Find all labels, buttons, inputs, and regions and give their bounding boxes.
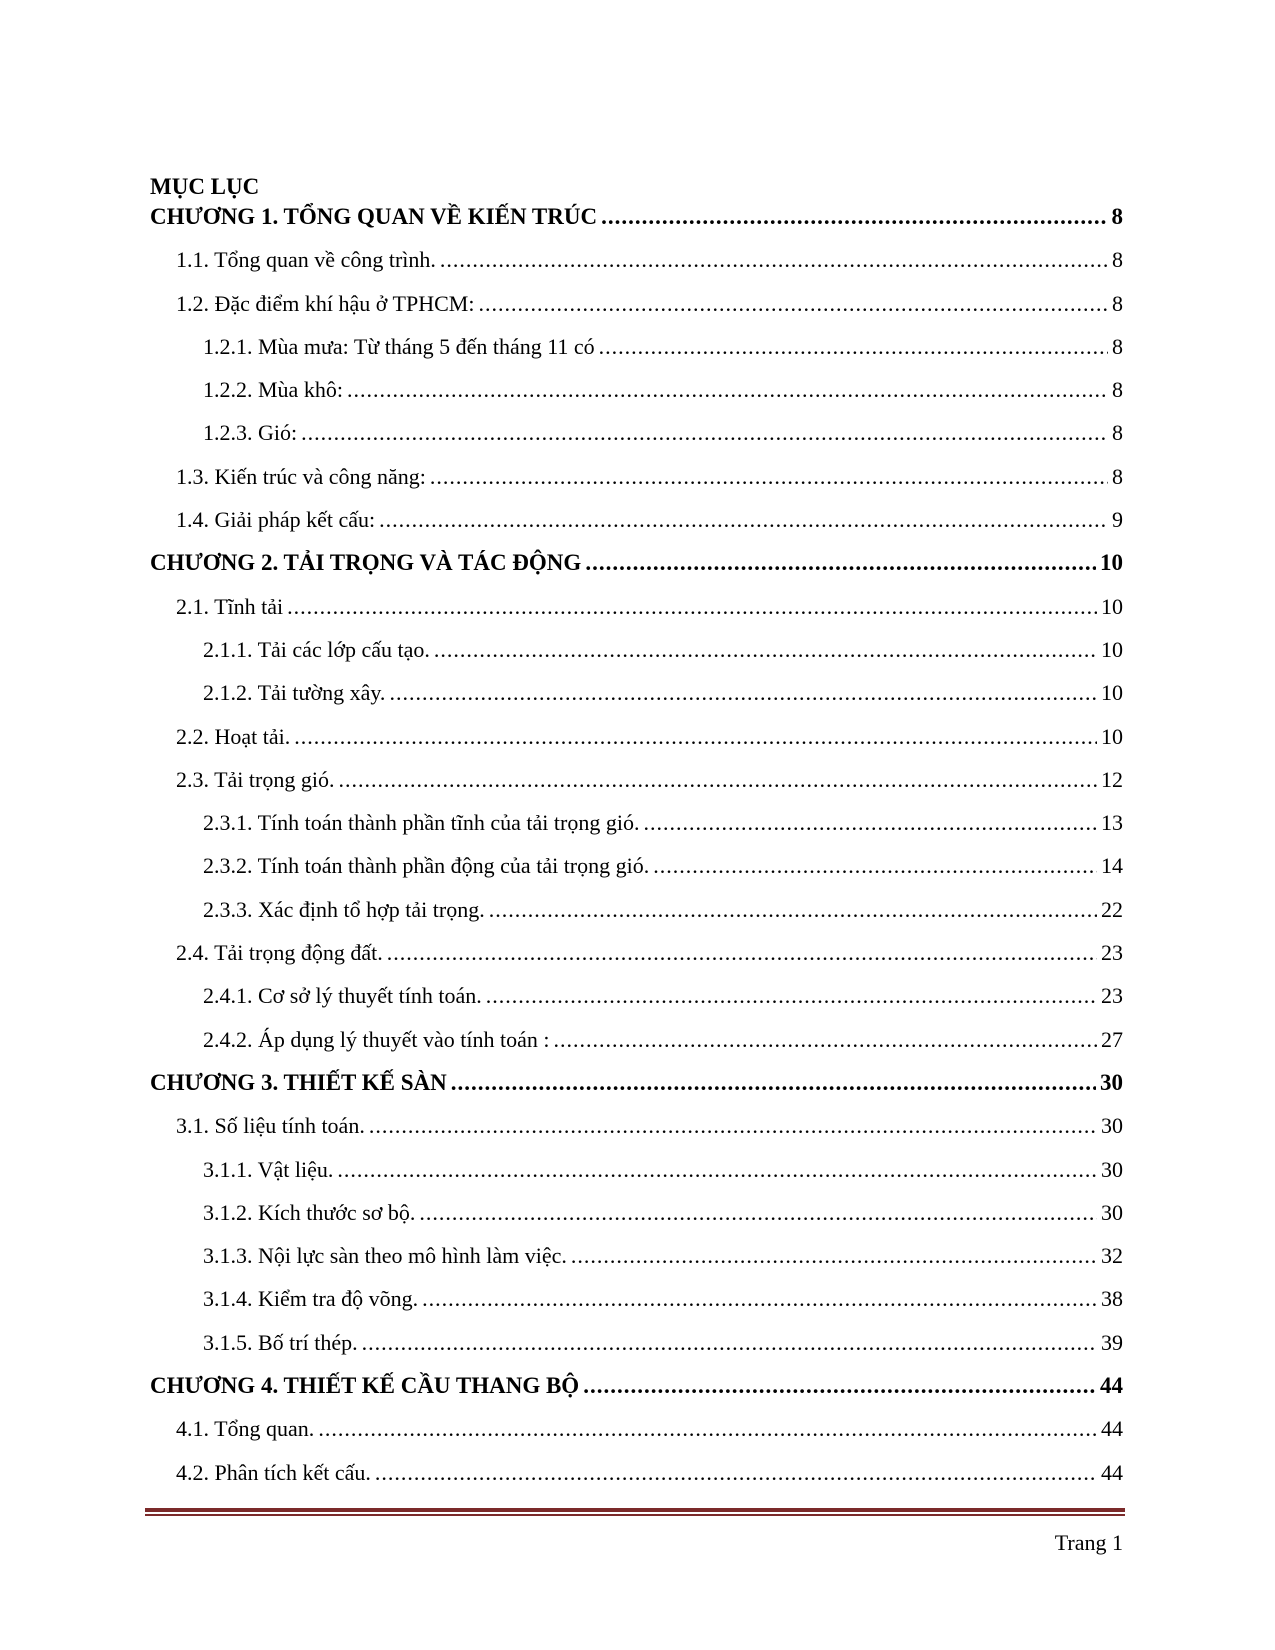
toc-entry-level-2[interactable] [150, 1111, 1123, 1154]
toc-entry-page-number: 10 [1100, 550, 1123, 576]
toc-entry-page-number: 10 [1101, 680, 1123, 706]
toc-entry-page-number: 12 [1101, 766, 1123, 792]
footer-rule-thin [145, 1514, 1125, 1516]
toc-dot-leader [653, 851, 1097, 881]
toc-entry-page-number: 30 [1101, 1113, 1123, 1139]
toc-entry-page-number: 8 [1112, 290, 1123, 316]
toc-entry-level-1[interactable] [150, 1371, 1123, 1414]
toc-entry-level-1[interactable] [150, 1068, 1123, 1111]
toc-entry-page-number: 10 [1101, 593, 1123, 619]
toc-entry-text: 2.3. Tải trọng gió. [176, 766, 335, 792]
toc-entry-level-3[interactable] [150, 375, 1123, 418]
toc-dot-leader [347, 375, 1108, 405]
toc-entry-page-number: 10 [1101, 723, 1123, 749]
toc-dot-leader [599, 332, 1108, 362]
toc-dot-leader [585, 548, 1096, 578]
toc-entry-page-number: 23 [1101, 940, 1123, 966]
toc-entry-text: 3.1.3. Nội lực sàn theo mô hình làm việc. [203, 1243, 567, 1269]
toc-dot-leader [643, 808, 1097, 838]
toc-entry-level-1[interactable] [150, 202, 1123, 245]
toc-dot-leader [362, 1328, 1097, 1358]
toc-entry-text: 1.2.1. Mùa mưa: Từ tháng 5 đến tháng 11 có [203, 333, 595, 359]
toc-entry-text: 2.3.3. Xác định tổ hợp tải trọng. [203, 896, 485, 922]
toc-entry-text: 3.1.4. Kiểm tra độ võng. [203, 1286, 419, 1312]
toc-entry-page-number: 14 [1101, 853, 1123, 879]
toc-entry-text: 2.4.1. Cơ sở lý thuyết tính toán. [203, 983, 482, 1009]
toc-dot-leader [287, 592, 1097, 622]
toc-entry-text: 1.2.2. Mùa khô: [203, 377, 343, 403]
toc-entry-page-number: 44 [1101, 1459, 1123, 1485]
toc-entry-level-3[interactable] [150, 418, 1123, 461]
toc-entry-text: CHƯƠNG 4. THIẾT KẾ CẦU THANG BỘ [150, 1373, 580, 1399]
toc-entry-text: 2.4.2. Áp dụng lý thuyết vào tính toán : [203, 1026, 550, 1052]
toc-entry-text: 1.2.3. Gió: [203, 420, 298, 446]
toc-entry-level-2[interactable] [150, 592, 1123, 635]
toc-entry-text: 2.2. Hoạt tải. [176, 723, 291, 749]
toc-entry-page-number: 8 [1111, 204, 1123, 229]
toc-entry-level-1[interactable] [150, 548, 1123, 591]
toc-dot-leader [369, 1111, 1097, 1141]
toc-dot-leader [294, 722, 1097, 752]
toc-entry-text: 2.3.2. Tính toán thành phần động của tải trọng gió. [203, 853, 650, 879]
toc-entry-text: 1.2. Đặc điểm khí hậu ở TPHCM: [176, 290, 475, 316]
toc-entry-page-number: 30 [1101, 1156, 1123, 1182]
toc-dot-leader [387, 938, 1097, 968]
toc-dot-leader [301, 418, 1108, 448]
toc-entry-page-number: 27 [1101, 1026, 1123, 1052]
toc-entry-level-3[interactable] [150, 1241, 1123, 1284]
toc-entry-level-2[interactable] [150, 765, 1123, 808]
toc-entry-page-number: 30 [1101, 1199, 1123, 1225]
toc-entry-level-3[interactable] [150, 981, 1123, 1024]
toc-dot-leader [601, 202, 1107, 232]
toc-entry-level-2[interactable] [150, 245, 1123, 288]
toc-dot-leader [389, 678, 1097, 708]
toc-entry-level-3[interactable] [150, 1284, 1123, 1327]
toc-entry-level-2[interactable] [150, 289, 1123, 332]
toc-entry-text: 4.1. Tổng quan. [176, 1416, 315, 1442]
toc-entry-level-2[interactable] [150, 1414, 1123, 1457]
page-title: MỤC LỤC [150, 174, 260, 199]
toc-entry-level-3[interactable] [150, 851, 1123, 894]
toc-dot-leader [553, 1025, 1097, 1055]
toc-entry-level-3[interactable] [150, 1155, 1123, 1198]
toc-entry-text: 4.2. Phân tích kết cấu. [176, 1459, 371, 1485]
toc-entry-level-3[interactable] [150, 1025, 1123, 1068]
toc-entry-level-3[interactable] [150, 678, 1123, 721]
toc-dot-leader [583, 1371, 1096, 1401]
toc-entry-page-number: 44 [1100, 1373, 1123, 1399]
toc-entry-level-3[interactable] [150, 808, 1123, 851]
footer-rule [145, 1508, 1125, 1517]
toc-dot-leader [379, 505, 1108, 535]
toc-dot-leader [440, 245, 1108, 275]
toc-entry-page-number: 8 [1112, 333, 1123, 359]
toc-dot-leader [375, 1458, 1097, 1488]
toc-entry-level-2[interactable] [150, 722, 1123, 765]
toc-dot-leader [430, 462, 1108, 492]
toc-entry-text: 3.1.1. Vật liệu. [203, 1156, 334, 1182]
toc-entry-text: 2.4. Tải trọng động đất. [176, 940, 383, 966]
toc-entry-text: 3.1.5. Bố trí thép. [203, 1329, 358, 1355]
toc-entry-page-number: 8 [1112, 247, 1123, 273]
toc-entry-level-3[interactable] [150, 332, 1123, 375]
toc-entry-page-number: 38 [1101, 1286, 1123, 1312]
toc-entry-text: 2.1. Tĩnh tải [176, 593, 284, 619]
toc-dot-leader [451, 1068, 1096, 1098]
toc-entry-page-number: 44 [1101, 1416, 1123, 1442]
toc-dot-leader [338, 765, 1097, 795]
table-of-contents [150, 202, 1123, 1501]
toc-dot-leader [478, 289, 1108, 319]
toc-entry-level-2[interactable] [150, 938, 1123, 981]
toc-entry-level-3[interactable] [150, 635, 1123, 678]
toc-dot-leader [337, 1155, 1097, 1185]
toc-dot-leader [571, 1241, 1097, 1271]
toc-entry-page-number: 13 [1101, 810, 1123, 836]
toc-entry-page-number: 8 [1112, 377, 1123, 403]
toc-dot-leader [318, 1414, 1097, 1444]
toc-entry-level-3[interactable] [150, 1328, 1123, 1371]
toc-entry-level-3[interactable] [150, 1198, 1123, 1241]
toc-entry-page-number: 32 [1101, 1243, 1123, 1269]
toc-entry-level-2[interactable] [150, 462, 1123, 505]
toc-entry-page-number: 22 [1101, 896, 1123, 922]
toc-entry-page-number: 8 [1112, 420, 1123, 446]
toc-entry-text: 3.1. Số liệu tính toán. [176, 1113, 365, 1139]
toc-entry-text: 2.3.1. Tính toán thành phần tĩnh của tải trọng gió. [203, 810, 640, 836]
toc-dot-leader [434, 635, 1097, 665]
toc-entry-text: 1.4. Giải pháp kết cấu: [176, 507, 376, 533]
toc-entry-text: 1.3. Kiến trúc và công năng: [176, 463, 426, 489]
toc-dot-leader [419, 1198, 1097, 1228]
toc-entry-text: 2.1.1. Tải các lớp cấu tạo. [203, 636, 430, 662]
toc-dot-leader [489, 895, 1097, 925]
toc-entry-text: 3.1.2. Kích thước sơ bộ. [203, 1199, 416, 1225]
toc-entry-page-number: 30 [1100, 1069, 1123, 1095]
toc-entry-page-number: 9 [1112, 507, 1123, 533]
toc-entry-level-3[interactable] [150, 895, 1123, 938]
toc-entry-text: 1.1. Tổng quan về công trình. [176, 247, 436, 273]
toc-entry-text: CHƯƠNG 1. TỔNG QUAN VỀ KIẾN TRÚC [150, 204, 598, 229]
toc-entry-page-number: 8 [1112, 463, 1123, 489]
toc-entry-page-number: 23 [1101, 983, 1123, 1009]
toc-dot-leader [486, 981, 1097, 1011]
toc-entry-text: CHƯƠNG 3. THIẾT KẾ SÀN [150, 1069, 447, 1095]
toc-entry-text: CHƯƠNG 2. TẢI TRỌNG VÀ TÁC ĐỘNG [150, 550, 582, 576]
toc-entry-level-2[interactable] [150, 1458, 1123, 1501]
toc-entry-page-number: 39 [1101, 1329, 1123, 1355]
page-number: Trang 1 [1054, 1530, 1123, 1555]
toc-entry-level-2[interactable] [150, 505, 1123, 548]
footer-rule-thick [145, 1508, 1125, 1512]
toc-entry-page-number: 10 [1101, 636, 1123, 662]
toc-entry-text: 2.1.2. Tải tường xây. [203, 680, 386, 706]
toc-dot-leader [422, 1284, 1097, 1314]
